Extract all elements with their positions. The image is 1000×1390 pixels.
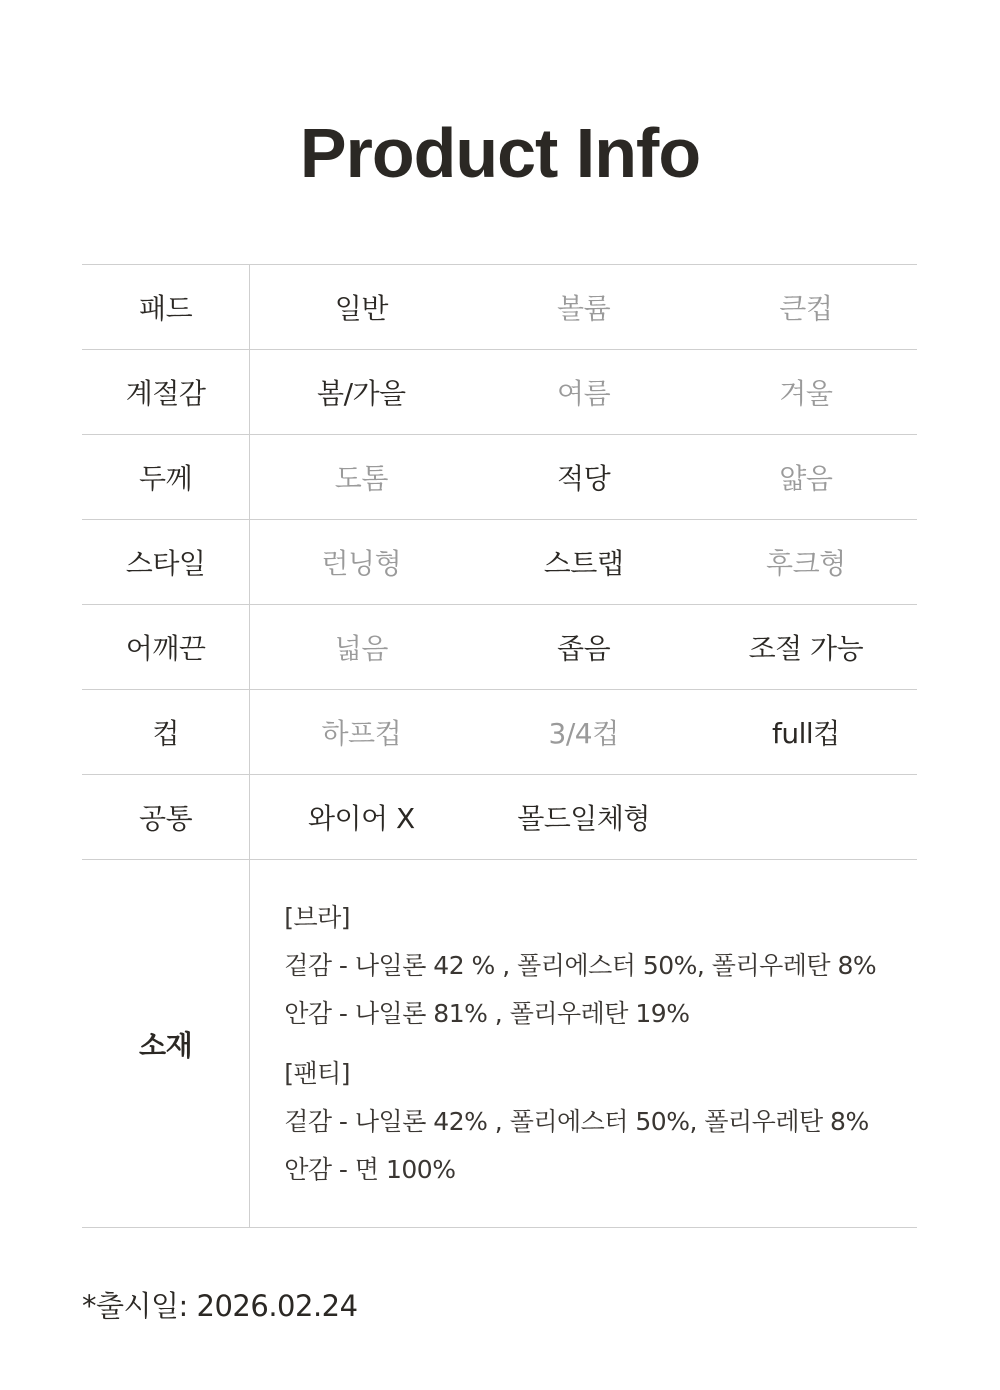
option-cell: 넓음: [250, 605, 473, 690]
option-cell: 적당: [472, 435, 694, 520]
option-cell: 몰드일체형: [472, 775, 694, 860]
option-cell: [695, 775, 917, 860]
table-row-strap: [82, 605, 917, 690]
option-cell: 큰컵: [695, 265, 917, 350]
table-row-cup: [82, 690, 917, 775]
row-label-material: 소재: [82, 860, 250, 1228]
option-cell: 좁음: [472, 605, 694, 690]
option-cell: full컵: [695, 690, 917, 775]
row-label: 어깨끈: [82, 605, 250, 690]
panty-heading: [팬티]: [284, 1058, 350, 1088]
row-label: 스타일: [82, 520, 250, 605]
bra-material-block: [284, 894, 917, 1038]
table-row-style: [82, 520, 917, 605]
table-row-thickness: [82, 435, 917, 520]
panty-inner-fabric: 안감 - 면 100%: [284, 1154, 456, 1184]
release-date-note: *출시일: 2026.02.24: [82, 1289, 358, 1323]
row-label: 패드: [82, 265, 250, 350]
material-details: [250, 860, 917, 1228]
table-row-material: [82, 860, 917, 1228]
option-cell: 와이어 X: [250, 775, 473, 860]
option-cell: 일반: [250, 265, 473, 350]
option-cell: 3/4컵: [472, 690, 694, 775]
option-cell: 하프컵: [250, 690, 473, 775]
row-label: 공통: [82, 775, 250, 860]
option-cell: 조절 가능: [695, 605, 917, 690]
option-cell: 볼륨: [472, 265, 694, 350]
row-label: 두께: [82, 435, 250, 520]
option-cell: 여름: [472, 350, 694, 435]
row-label: 컵: [82, 690, 250, 775]
product-info-table: [82, 264, 917, 1228]
option-cell: 겨울: [695, 350, 917, 435]
table-row-pad: [82, 265, 917, 350]
bra-outer-fabric: 겉감 - 나일론 42 % , 폴리에스터 50%, 폴리우레탄 8%: [284, 950, 877, 980]
option-cell: 얇음: [695, 435, 917, 520]
option-cell: 봄/가을: [250, 350, 473, 435]
page-title: Product Info: [299, 114, 701, 192]
bra-inner-fabric: 안감 - 나일론 81% , 폴리우레탄 19%: [284, 998, 690, 1028]
bra-heading: [브라]: [284, 902, 350, 932]
option-cell: 스트랩: [472, 520, 694, 605]
option-cell: 런닝형: [250, 520, 473, 605]
row-label: 계절감: [82, 350, 250, 435]
option-cell: 후크형: [695, 520, 917, 605]
panty-outer-fabric: 겉감 - 나일론 42% , 폴리에스터 50%, 폴리우레탄 8%: [284, 1106, 869, 1136]
panty-material-block: [284, 1050, 917, 1194]
table-row-common: [82, 775, 917, 860]
table-row-season: [82, 350, 917, 435]
option-cell: 도톰: [250, 435, 473, 520]
